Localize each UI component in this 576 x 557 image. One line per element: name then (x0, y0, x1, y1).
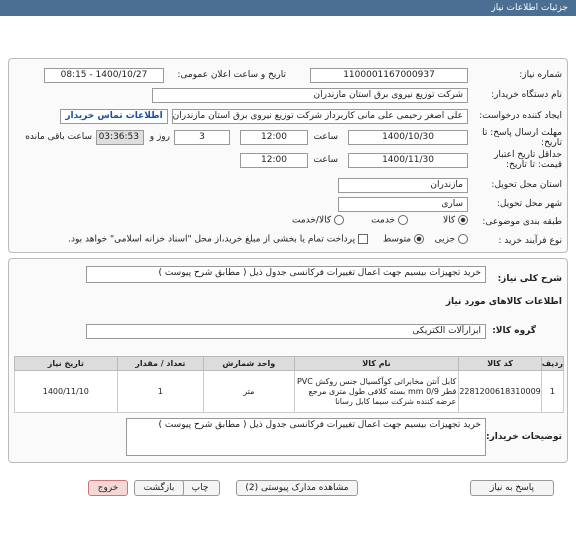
cell-qty: 1 (117, 371, 203, 413)
col-code: کد کالا (459, 357, 541, 371)
price-validity-label: حداقل تاریخ اعتبار قیمت: تا تاریخ: (494, 150, 562, 170)
buyer-notes-field: خرید تجهیزات بیسیم جهت اعمال تغییرات فرکانسی جدول ذیل ( مطابق شرح پیوست ) (126, 418, 486, 456)
checkbox-icon[interactable] (358, 234, 368, 244)
category-service-label: خدمت (371, 215, 396, 226)
city-field: ساری (338, 197, 468, 212)
deadline-days-field: 3 (174, 130, 230, 145)
col-unit: واحد شمارش (204, 357, 295, 371)
treasury-payment-note: پرداخت تمام یا بخشی از مبلغ خرید،از محل "اسناد خزانه اسلامی" خواهد بود. (68, 234, 356, 245)
radio-selected-icon[interactable] (414, 234, 424, 244)
description-label: شرح کلی نیاز: (497, 274, 562, 284)
goods-group-label: گروه کالا: (492, 326, 536, 336)
category-radio-both[interactable] (292, 215, 344, 226)
goods-table (14, 356, 564, 413)
process-medium-label: متوسط (382, 234, 412, 245)
province-label: استان محل تحویل: (491, 180, 562, 190)
exit-button[interactable]: خروج (88, 480, 128, 496)
reply-button[interactable]: پاسخ به نیاز (470, 480, 554, 496)
deadline-time-field: 12:00 (240, 130, 308, 145)
cell-unit: متر (204, 371, 295, 413)
cell-row: 1 (541, 371, 563, 413)
page-title: جزئیات اطلاعات نیاز (0, 0, 576, 16)
col-row: ردیف (541, 357, 563, 371)
buyer-org-label: نام دستگاه خریدار: (491, 90, 562, 100)
radio-selected-icon[interactable] (458, 215, 468, 225)
radio-icon[interactable] (458, 234, 468, 244)
province-field: مازندران (338, 178, 468, 193)
process-radio-medium[interactable] (383, 234, 424, 245)
buyer-contact-button[interactable]: اطلاعات تماس خریدار (60, 109, 168, 124)
announce-datetime-field: 1400/10/27 - 08:15 (44, 68, 164, 83)
price-validity-time-label: ساعت (313, 155, 338, 165)
category-both-label: کالا/خدمت (291, 215, 332, 226)
table-row (15, 371, 564, 413)
price-validity-time-field: 12:00 (240, 153, 308, 168)
col-name: نام کالا (294, 357, 459, 371)
attachments-button[interactable]: مشاهده مدارک پیوستی (2) (236, 480, 358, 496)
process-minor-label: جزیی (434, 234, 456, 245)
treasury-payment-checkbox[interactable] (68, 234, 368, 245)
cell-name: کابل آنتن مخابراتی کوآکسیال جنس روکش PVC قطر 0/9 mm بسته کلافی طول متری مرجع عرضه کننده شرکت سیما کابل رسانا (294, 371, 459, 413)
deadline-label: مهلت ارسال پاسخ: تا تاریخ: (482, 128, 562, 148)
print-button[interactable]: چاپ (180, 480, 220, 496)
radio-icon[interactable] (334, 215, 344, 225)
deadline-date-field: 1400/10/30 (348, 130, 468, 145)
category-radio-goods[interactable] (443, 215, 468, 226)
back-button[interactable]: بازگشت (134, 480, 184, 496)
col-qty: تعداد / مقدار (117, 357, 203, 371)
remaining-time-label: ساعت باقی مانده (25, 132, 92, 142)
need-number-label: شماره نیاز: (519, 70, 562, 80)
need-number-field: 1100001167000937 (310, 68, 468, 83)
buyer-notes-label: توضیحات خریدار: (486, 432, 562, 442)
category-goods-label: کالا (442, 215, 456, 226)
goods-group-field: ابزارآلات الکتریکی (86, 324, 486, 339)
requester-label: ایجاد کننده درخواست: (479, 111, 562, 121)
announce-datetime-label: تاریخ و ساعت اعلان عمومی: (177, 70, 286, 80)
radio-icon[interactable] (398, 215, 408, 225)
goods-section-title: اطلاعات کالاهای مورد نیاز (445, 297, 562, 307)
remaining-time-field: 03:36:53 (96, 130, 144, 145)
description-field: خرید تجهیزات بیسیم جهت اعمال تغییرات فرکانسی جدول ذیل ( مطابق شرح پیوست ) (86, 266, 486, 283)
cell-date: 1400/11/10 (15, 371, 118, 413)
requester-field: علی اصغر رحیمی علی مانی کاربرداز شرکت توزیع نیروی برق استان مازندران (172, 109, 468, 124)
category-label: طبقه بندی موضوعی: (482, 217, 562, 227)
col-date: تاریخ نیاز (15, 357, 118, 371)
process-radio-minor[interactable] (435, 234, 468, 245)
buyer-org-field: شرکت توزیع نیروی برق استان مازندران (152, 88, 468, 103)
process-label: نوع فرآیند خرید : (498, 236, 562, 246)
city-label: شهر محل تحویل: (496, 199, 562, 209)
cell-code: 2281200618310009 (459, 371, 541, 413)
category-radio-service[interactable] (371, 215, 408, 226)
deadline-days-label: روز و (149, 132, 170, 142)
deadline-time-label: ساعت (313, 132, 338, 142)
price-validity-date-field: 1400/11/30 (348, 153, 468, 168)
